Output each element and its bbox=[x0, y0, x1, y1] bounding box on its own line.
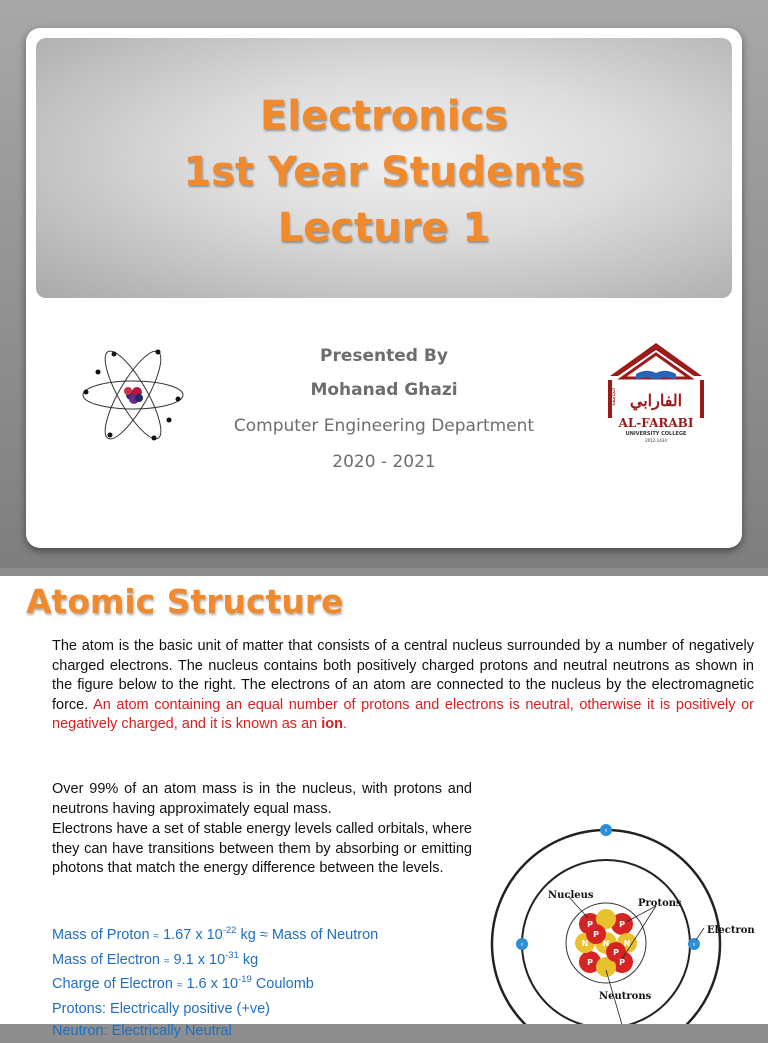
presented-by: Presented By bbox=[320, 346, 448, 366]
al-farabi-logo bbox=[606, 340, 706, 445]
atomic-structure-slide bbox=[0, 576, 768, 1039]
label-electron: Electron bbox=[707, 925, 755, 936]
intro-text: The atom is the basic unit of matter that consists of a central nucleus surrounded by a number of negatively charged electrons. The nucleus contains both positively charged protons and neutral neutrons as shown in the figure below to the right. The electrons of an atom are connected to the nucleus by the electromagnetic force. bbox=[52, 638, 754, 713]
intro-highlight bbox=[52, 697, 754, 733]
atom-diagram bbox=[488, 816, 768, 1024]
svg-text:P: P bbox=[587, 958, 593, 967]
atom-illustration bbox=[74, 340, 192, 450]
fact-electron-mass: Mass of Electron ≈ 9.1 x $10^{-31}$ kg bbox=[52, 949, 259, 968]
svg-text:P: P bbox=[619, 920, 625, 929]
label-neutrons: Neutrons bbox=[599, 991, 652, 1002]
fact-electron-charge: Charge of Electron ≈ 1.6 x $10^{-19}$ Coulomb bbox=[52, 974, 314, 992]
title-line-2: 1st Year Students bbox=[183, 149, 585, 195]
svg-text:P: P bbox=[593, 930, 599, 939]
facts-list bbox=[52, 924, 378, 1043]
svg-text:P: P bbox=[619, 958, 625, 967]
svg-text:e: e bbox=[604, 827, 608, 833]
ion-definition: An atom containing an equal number of protons and electrons is neutral, otherwise it is positively or negatively charged, and it is known as an bbox=[52, 696, 754, 732]
slide-heading: Atomic Structure bbox=[26, 582, 344, 621]
orbital-paragraph: Electrons have a set of stable energy levels called orbitals, where they can have transitions between them by absorbing or emitting photons that match the energy difference between the levels. bbox=[52, 821, 472, 876]
label-protons: Protons bbox=[638, 898, 682, 909]
svg-text:e: e bbox=[520, 941, 524, 947]
svg-text:e: e bbox=[692, 941, 696, 947]
intro-paragraph bbox=[52, 637, 754, 735]
presenter-name: Mohanad Ghazi bbox=[310, 380, 458, 400]
title-box bbox=[36, 38, 732, 298]
fact-proton-mass: Mass of Proton ≈ 1.67 x $10^{-22}$ kg ≈ Mass of Neutron bbox=[52, 925, 379, 943]
svg-text:N: N bbox=[623, 939, 631, 948]
svg-text:P: P bbox=[613, 948, 619, 957]
logo-subtitle: UNIVERSITY COLLEGE bbox=[625, 431, 687, 437]
ion-term: ion bbox=[321, 716, 343, 732]
logo-arabic: الفارابي bbox=[629, 391, 683, 410]
logo-arabic-prefix: الجامعة bbox=[610, 387, 617, 406]
fact-protons: Protons: Electrically positive (+ve) bbox=[52, 1000, 270, 1017]
fact-neutrons: Neutron: Electrically Neutral bbox=[52, 1023, 232, 1039]
academic-year: 2020 - 2021 bbox=[332, 452, 436, 472]
slide-title bbox=[36, 88, 732, 256]
title-card bbox=[26, 28, 742, 548]
logo-name: AL-FARABI bbox=[618, 416, 694, 430]
title-line-3: Lecture 1 bbox=[277, 205, 491, 251]
mass-paragraph: Over 99% of an atom mass is in the nucleus, with protons and neutrons having approximately equal mass. bbox=[52, 781, 472, 817]
title-line-1: Electronics bbox=[260, 93, 508, 139]
intro-period: . bbox=[342, 716, 348, 732]
svg-text:N: N bbox=[581, 939, 589, 948]
logo-est: 2012-1434 bbox=[645, 438, 667, 443]
svg-text:P: P bbox=[587, 920, 593, 929]
label-nucleus: Nucleus bbox=[548, 890, 594, 901]
department: Computer Engineering Department bbox=[233, 416, 535, 436]
svg-text:N: N bbox=[602, 939, 610, 948]
